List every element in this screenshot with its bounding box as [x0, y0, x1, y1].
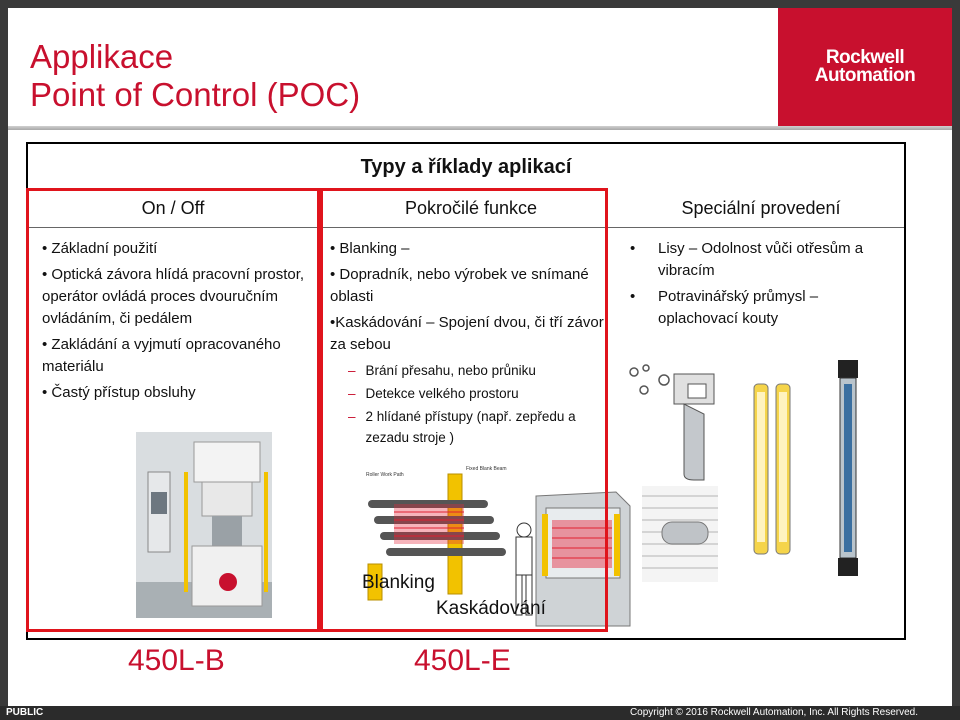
slide-title	[30, 38, 360, 114]
title-line-2: Point of Control (POC)	[30, 76, 361, 113]
title-line-1: Applikace	[30, 38, 174, 75]
panel-title: Typy a říklady aplikací	[360, 156, 572, 178]
highlight-box-advanced	[320, 188, 608, 632]
column-heading-on-off: On / Off	[141, 198, 205, 218]
diagram-label: Fixed Blank Beam	[466, 466, 507, 472]
header-divider	[8, 126, 952, 130]
diagram-label: Roller Work Path	[366, 472, 404, 478]
special-bullets	[630, 238, 892, 334]
sub-item: – 2 hlídané přístupy (např. zepředu a zezadu stroje )	[348, 409, 576, 445]
bullet: • Dopradník, nebo výrobek ve snímané oblasti	[330, 266, 589, 305]
rockwell-logo	[778, 8, 952, 126]
sub-item: – Detekce velkého prostoru	[348, 386, 519, 401]
bullet: • Blanking –	[330, 240, 410, 257]
bullet: • Potravinářský průmysl – oplachovací kouty	[630, 288, 819, 327]
model-450l-b: 450L-B	[128, 644, 225, 677]
column-heading-special: Speciální provedení	[681, 198, 841, 218]
column-heading-advanced: Pokročilé funkce	[404, 198, 538, 218]
bullet: •Kaskádování – Spojení dvou, či tří závor za sebou	[330, 314, 604, 353]
bullet: • Základní použití	[42, 240, 158, 257]
sub-item: – Brání přesahu, nebo průniku	[348, 363, 536, 378]
washdown-light-curtain-image	[828, 360, 868, 576]
footer	[0, 706, 960, 720]
mounting-bracket-image	[624, 354, 734, 484]
caption-cascading: Kaskádování	[436, 598, 546, 619]
bullet: • Optická závora hlídá pracovní prostor, operátor ovládá proces dvouručním ovládáním, či pedálem	[42, 266, 305, 327]
light-curtain-image	[748, 380, 796, 560]
slide	[8, 8, 952, 706]
caption-blanking: Blanking	[362, 572, 435, 593]
bullet: • Častý přístup obsluhy	[42, 384, 196, 401]
bullet: • Lisy – Odolnost vůči otřesům a vibracím	[630, 240, 864, 279]
highlight-box-on-off	[26, 188, 320, 632]
bullet: • Zakládání a vyjmutí opracovaného materiálu	[42, 336, 281, 375]
logo-line-1: Rockwell	[825, 47, 905, 68]
model-450l-e: 450L-E	[414, 644, 511, 677]
logo-line-2: Automation	[814, 65, 916, 86]
classification-label: PUBLIC	[6, 707, 44, 718]
washdown-enclosure-image	[642, 486, 718, 582]
copyright: Copyright © 2016 Rockwell Automation, Inc. All Rights Reserved.	[629, 707, 918, 718]
